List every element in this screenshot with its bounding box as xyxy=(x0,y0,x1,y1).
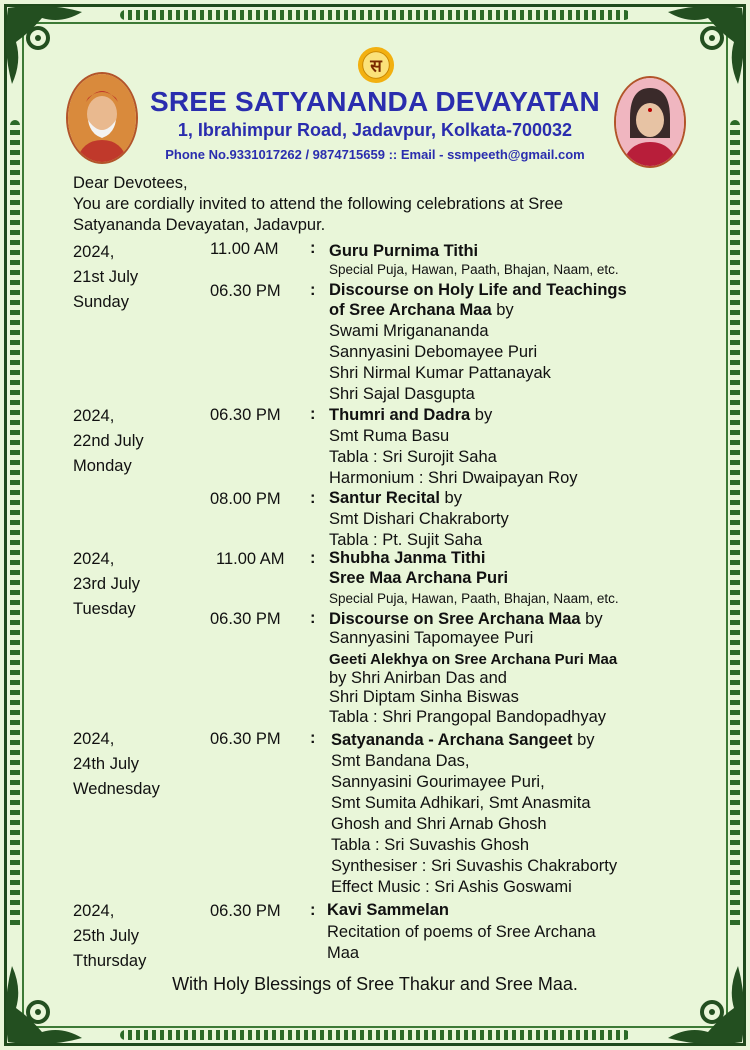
left-chain-ornament xyxy=(10,120,20,930)
performer: Ghosh and Shri Arnab Ghosh xyxy=(331,815,547,833)
performer: Smt Sumita Adhikari, Smt Anasmita xyxy=(331,794,591,812)
performer: Tabla : Shri Prangopal Bandopadhyay xyxy=(329,708,607,726)
performer: Sannyasini Debomayee Puri xyxy=(329,343,538,361)
event-detail: Maa xyxy=(327,944,360,962)
schedule-day: Tuesday xyxy=(73,600,136,618)
event-title: Shubha Janma Tithi xyxy=(329,549,486,567)
event-title: Kavi Sammelan xyxy=(327,901,449,919)
performer: Shri Diptam Sinha Biswas xyxy=(329,688,519,706)
schedule-year: 2024, xyxy=(73,902,115,920)
schedule-day: Monday xyxy=(73,457,132,475)
time-separator: : xyxy=(310,405,316,423)
event-time: 06.30 PM xyxy=(210,406,281,424)
schedule-day: Tthursday xyxy=(73,952,147,970)
event-title: Thumri and Dadra xyxy=(329,406,471,424)
performer: Effect Music : Sri Ashis Goswami xyxy=(331,878,572,896)
performer: Shri Sajal Dasgupta xyxy=(329,385,475,403)
schedule-year: 2024, xyxy=(73,730,115,748)
time-separator: : xyxy=(310,901,316,919)
schedule-year: 2024, xyxy=(73,407,115,425)
performer: Smt Bandana Das, xyxy=(331,752,470,770)
event-title-line xyxy=(329,405,492,426)
schedule-date: 21st July xyxy=(73,268,139,286)
schedule-day: Wednesday xyxy=(73,780,160,798)
footer-blessing: With Holy Blessings of Sree Thakur and Sree Maa. xyxy=(172,974,578,994)
time-separator: : xyxy=(310,729,316,747)
event-title-line xyxy=(329,609,603,630)
event-title: Geeti Alekhya on Sree Archana Puri Maa xyxy=(329,651,618,668)
event-title-line xyxy=(331,730,595,751)
schedule-date: 25th July xyxy=(73,927,140,945)
event-title: Discourse on Sree Archana Maa xyxy=(329,610,581,628)
time-separator: : xyxy=(310,609,316,627)
by-text: by xyxy=(444,489,462,507)
event-time: 06.30 PM xyxy=(210,610,281,628)
event-detail: Recitation of poems of Sree Archana xyxy=(327,923,596,941)
schedule-date: 22nd July xyxy=(73,432,144,450)
time-separator: : xyxy=(310,281,316,299)
performer: Tabla : Sri Surojit Saha xyxy=(329,448,497,466)
performer: Swami Mriganananda xyxy=(329,322,489,340)
event-detail: Special Puja, Hawan, Paath, Bhajan, Naam, etc. xyxy=(329,262,619,277)
invitation-line: Satyananda Devayatan, Jadavpur. xyxy=(73,216,326,234)
by-text: by xyxy=(577,731,595,749)
event-title-line xyxy=(329,488,462,509)
event-time: 11.00 AM xyxy=(210,240,279,258)
top-chain-ornament xyxy=(120,10,630,20)
event-detail: Special Puja, Hawan, Paath, Bhajan, Naam, etc. xyxy=(329,591,619,606)
event-time: 11.00 AM xyxy=(216,550,285,568)
performer: Harmonium : Shri Dwaipayan Roy xyxy=(329,469,578,487)
bottom-chain-ornament xyxy=(120,1030,630,1040)
performer: Smt Dishari Chakraborty xyxy=(329,510,509,528)
event-title: Discourse on Holy Life and Teachings xyxy=(329,281,627,299)
performer: Smt Ruma Basu xyxy=(329,427,450,445)
organization-name: SREE SATYANANDA DEVAYATAN xyxy=(150,86,600,117)
performer: Synthesiser : Sri Suvashis Chakraborty xyxy=(331,857,618,875)
by-text: by xyxy=(474,406,493,424)
event-title: Satyananda - Archana Sangeet xyxy=(331,731,573,749)
performer: by Shri Anirban Das and xyxy=(329,669,507,687)
schedule-date: 23rd July xyxy=(73,575,140,593)
emblem-letter: स xyxy=(370,56,382,77)
emblem-icon xyxy=(357,46,395,84)
performer: Tabla : Pt. Sujit Saha xyxy=(329,531,483,549)
organization-address: 1, Ibrahimpur Road, Jadavpur, Kolkata-700032 xyxy=(177,120,573,140)
time-separator: : xyxy=(310,489,316,507)
corner-ornament-icon xyxy=(658,958,748,1048)
greeting: Dear Devotees, xyxy=(73,174,188,192)
event-time: 06.30 PM xyxy=(210,282,281,300)
performer: Shri Nirmal Kumar Pattanayak xyxy=(329,364,551,382)
performer: Sannyasini Tapomayee Puri xyxy=(329,629,534,647)
event-title-part: of Sree Archana Maa xyxy=(329,301,492,319)
time-separator: : xyxy=(310,239,316,257)
by-text: by xyxy=(585,610,603,628)
by-text: by xyxy=(496,301,514,319)
event-time: 06.30 PM xyxy=(210,730,281,748)
schedule-year: 2024, xyxy=(73,550,115,568)
event-time: 06.30 PM xyxy=(210,902,281,920)
corner-ornament-icon xyxy=(2,2,92,92)
right-chain-ornament xyxy=(730,120,740,930)
schedule-day: Sunday xyxy=(73,293,129,311)
event-title-line xyxy=(329,300,514,321)
event-title: Sree Maa Archana Puri xyxy=(329,569,509,587)
corner-ornament-icon xyxy=(658,2,748,92)
time-separator: : xyxy=(310,549,316,567)
performer: Tabla : Sri Suvashis Ghosh xyxy=(331,836,530,854)
schedule-year: 2024, xyxy=(73,243,115,261)
performer: Sannyasini Gourimayee Puri, xyxy=(331,773,545,791)
contact-info: Phone No.9331017262 / 9874715659 :: Email - ssmpeeth@gmail.com xyxy=(165,147,585,162)
event-title: Santur Recital xyxy=(329,489,440,507)
event-title: Guru Purnima Tithi xyxy=(329,242,479,260)
invitation-line: You are cordially invited to attend the following celebrations at Sree xyxy=(73,195,564,213)
event-time: 08.00 PM xyxy=(210,490,281,508)
schedule-date: 24th July xyxy=(73,755,140,773)
